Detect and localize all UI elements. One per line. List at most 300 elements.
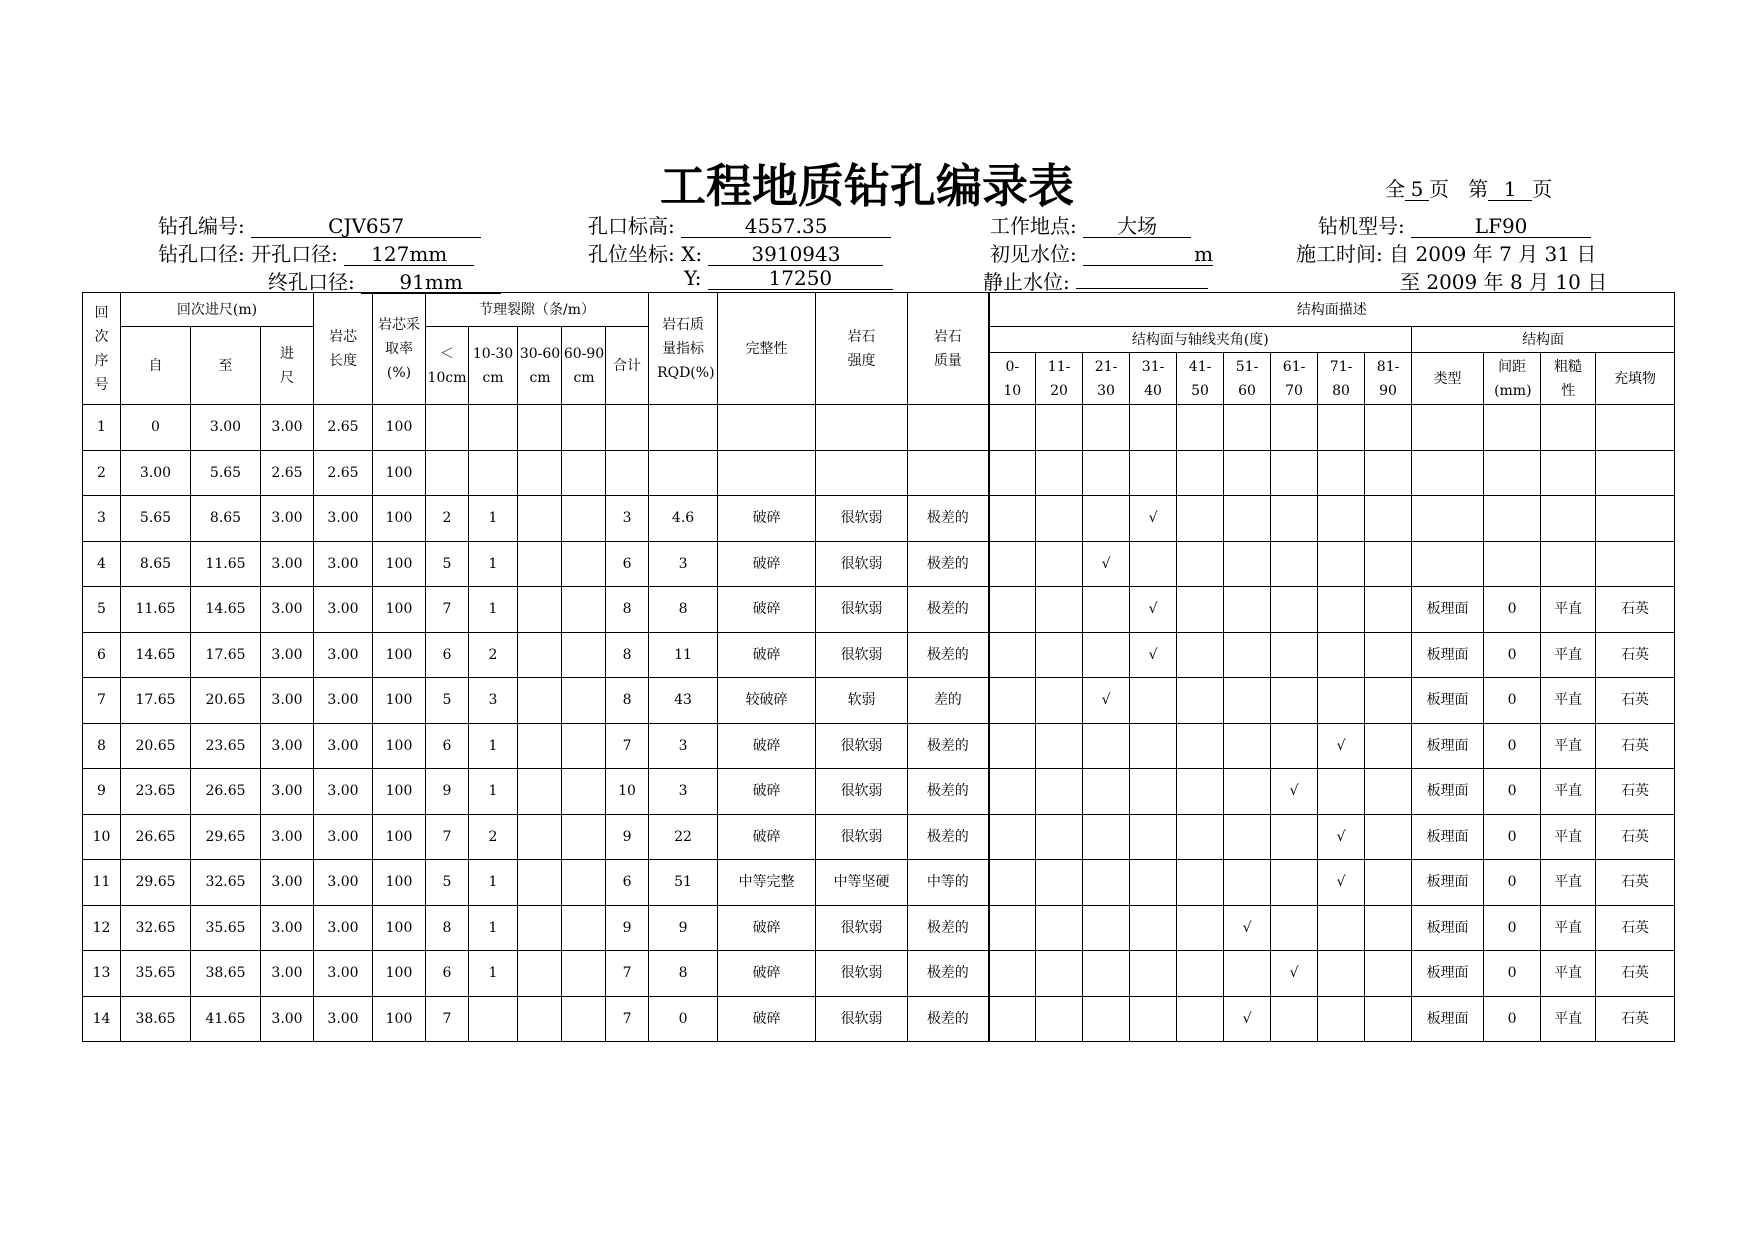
cell-angle-71-80: [1318, 905, 1365, 951]
table-row: [83, 450, 1675, 496]
cell-angle-61-70: [1271, 905, 1318, 951]
cell-to: 11.65: [191, 541, 261, 587]
cell-rqd: 8: [649, 951, 718, 997]
col-surface-spacing: 间距(mm): [1484, 353, 1541, 405]
cell-run-no: 6: [83, 632, 121, 678]
cell-rqd: 3: [649, 769, 718, 815]
col-advance: 进尺: [261, 327, 314, 405]
check-mark: √: [1242, 1010, 1252, 1027]
cell-angle-21-30: [1083, 678, 1130, 724]
cell-angle-81-90: [1365, 951, 1412, 997]
cell-j-total: 7: [606, 723, 649, 769]
cell-strength: 很软弱: [816, 814, 908, 860]
cell-to: 20.65: [191, 678, 261, 724]
cell-j-10-30: 1: [469, 951, 518, 997]
cell-to: 8.65: [191, 496, 261, 542]
cell-j-30-60: [518, 678, 562, 724]
cell-j-10-30: 1: [469, 905, 518, 951]
cell-j-10-30: 2: [469, 814, 518, 860]
cell-quality: 极差的: [908, 769, 989, 815]
cell-rqd: 51: [649, 860, 718, 906]
cell-angle-81-90: [1365, 587, 1412, 633]
cell-surface-fill: 石英: [1596, 905, 1675, 951]
coord-x-value: 3910943: [708, 243, 883, 266]
cell-angle-71-80: [1318, 405, 1365, 451]
cell-surface-rough: 平直: [1541, 996, 1596, 1042]
cell-j-10-30: 1: [469, 587, 518, 633]
cell-angle-51-60: [1224, 541, 1271, 587]
cell-from: 5.65: [121, 496, 191, 542]
cell-angle-31-40: [1130, 769, 1177, 815]
cell-surface-rough: 平直: [1541, 769, 1596, 815]
cell-surface-spacing: 0: [1484, 996, 1541, 1042]
check-mark: √: [1148, 510, 1158, 527]
cell-angle-31-40: [1130, 951, 1177, 997]
col-core-length: 岩芯长度: [314, 293, 373, 405]
cell-angle-0-10: [989, 496, 1036, 542]
cell-surface-spacing: 0: [1484, 814, 1541, 860]
cell-strength: 很软弱: [816, 587, 908, 633]
cell-angle-11-20: [1036, 951, 1083, 997]
cell-surface-rough: 平直: [1541, 678, 1596, 724]
cell-angle-61-70: [1271, 814, 1318, 860]
cell-angle-21-30: [1083, 405, 1130, 451]
cell-strength: 很软弱: [816, 723, 908, 769]
col-angle-41-50: 41-50: [1177, 353, 1224, 405]
cell-surface-spacing: 0: [1484, 587, 1541, 633]
col-angle-51-60: 51-60: [1224, 353, 1271, 405]
cell-surface-rough: 平直: [1541, 860, 1596, 906]
time-label: 施工时间:: [1296, 242, 1383, 266]
cell-to: 26.65: [191, 769, 261, 815]
cell-from: 26.65: [121, 814, 191, 860]
cell-j-lt10: 5: [426, 678, 469, 724]
cell-j-lt10: 6: [426, 723, 469, 769]
cell-integrity: 破碎: [718, 496, 816, 542]
cell-core-length: 3.00: [314, 814, 373, 860]
cell-angle-21-30: [1083, 632, 1130, 678]
cell-j-30-60: [518, 951, 562, 997]
cell-angle-31-40: [1130, 860, 1177, 906]
cell-rqd: 0: [649, 996, 718, 1042]
cell-surface-fill: 石英: [1596, 951, 1675, 997]
check-mark: √: [1101, 692, 1111, 709]
cell-j-60-90: [562, 905, 606, 951]
cell-surface-rough: [1541, 450, 1596, 496]
cell-angle-31-40: [1130, 678, 1177, 724]
col-joints: 节理裂隙（条/m）: [426, 293, 649, 327]
cell-surface-type: 板理面: [1412, 905, 1484, 951]
col-integrity: 完整性: [718, 293, 816, 405]
static-water-label: 静止水位:: [983, 270, 1070, 294]
cell-surface-spacing: [1484, 405, 1541, 451]
cell-j-30-60: [518, 860, 562, 906]
cell-quality: 极差的: [908, 951, 989, 997]
cell-surface-spacing: 0: [1484, 678, 1541, 724]
cell-to: 3.00: [191, 405, 261, 451]
cell-angle-71-80: [1318, 723, 1365, 769]
cell-run-no: 14: [83, 996, 121, 1042]
cell-j-30-60: [518, 996, 562, 1042]
cell-j-60-90: [562, 541, 606, 587]
cell-angle-51-60: [1224, 632, 1271, 678]
cell-core-length: 3.00: [314, 860, 373, 906]
cell-angle-41-50: [1177, 814, 1224, 860]
cell-j-60-90: [562, 860, 606, 906]
cell-angle-81-90: [1365, 769, 1412, 815]
cell-angle-51-60: [1224, 450, 1271, 496]
cell-strength: 很软弱: [816, 769, 908, 815]
cell-to: 41.65: [191, 996, 261, 1042]
cell-angle-71-80: [1318, 678, 1365, 724]
cell-angle-31-40: [1130, 405, 1177, 451]
cell-j-10-30: 1: [469, 496, 518, 542]
cell-angle-51-60: [1224, 951, 1271, 997]
cell-angle-61-70: [1271, 632, 1318, 678]
cell-core-rate: 100: [373, 723, 426, 769]
cell-angle-81-90: [1365, 541, 1412, 587]
cell-angle-71-80: [1318, 632, 1365, 678]
rig-label: 钻机型号:: [1318, 214, 1405, 238]
cell-angle-31-40: [1130, 723, 1177, 769]
cell-j-30-60: [518, 496, 562, 542]
cell-rqd: [649, 405, 718, 451]
cell-quality: 极差的: [908, 723, 989, 769]
cell-angle-0-10: [989, 723, 1036, 769]
cell-advance: 3.00: [261, 814, 314, 860]
cell-surface-rough: 平直: [1541, 587, 1596, 633]
cell-angle-41-50: [1177, 496, 1224, 542]
cell-quality: 极差的: [908, 587, 989, 633]
table-row: [83, 496, 1675, 542]
cell-rqd: [649, 450, 718, 496]
cell-integrity: 破碎: [718, 541, 816, 587]
cell-core-rate: 100: [373, 860, 426, 906]
cell-quality: 极差的: [908, 632, 989, 678]
cell-run-no: 8: [83, 723, 121, 769]
cell-surface-type: [1412, 496, 1484, 542]
cell-angle-51-60: [1224, 587, 1271, 633]
cell-angle-21-30: [1083, 450, 1130, 496]
table-row: [83, 723, 1675, 769]
cell-core-rate: 100: [373, 587, 426, 633]
cell-advance: 3.00: [261, 996, 314, 1042]
construction-time-field: [1296, 238, 1596, 267]
coord-x-label: X:: [681, 242, 703, 266]
cell-j-10-30: 1: [469, 769, 518, 815]
cell-j-10-30: [469, 405, 518, 451]
cell-core-rate: 100: [373, 405, 426, 451]
cell-angle-11-20: [1036, 769, 1083, 815]
cell-to: 14.65: [191, 587, 261, 633]
page-current: 1: [1488, 178, 1532, 201]
cell-core-rate: 100: [373, 541, 426, 587]
check-mark: √: [1289, 783, 1299, 800]
cell-core-rate: 100: [373, 450, 426, 496]
cell-j-60-90: [562, 678, 606, 724]
cell-surface-type: 板理面: [1412, 678, 1484, 724]
cell-angle-71-80: [1318, 814, 1365, 860]
cell-surface-type: 板理面: [1412, 632, 1484, 678]
cell-j-lt10: [426, 450, 469, 496]
cell-j-10-30: 2: [469, 632, 518, 678]
cell-angle-0-10: [989, 678, 1036, 724]
cell-core-length: 3.00: [314, 496, 373, 542]
col-core-rate: 岩芯采取率(%): [373, 293, 426, 405]
header-row-1: [83, 293, 1675, 327]
cell-j-10-30: 1: [469, 541, 518, 587]
cell-angle-0-10: [989, 814, 1036, 860]
cell-from: 35.65: [121, 951, 191, 997]
cell-angle-11-20: [1036, 450, 1083, 496]
cell-integrity: 破碎: [718, 814, 816, 860]
cell-angle-51-60: [1224, 405, 1271, 451]
cell-integrity: 破碎: [718, 951, 816, 997]
cell-strength: 中等坚硬: [816, 860, 908, 906]
cell-integrity: 破碎: [718, 769, 816, 815]
cell-surface-spacing: [1484, 450, 1541, 496]
cell-surface-spacing: 0: [1484, 723, 1541, 769]
cell-angle-0-10: [989, 587, 1036, 633]
cell-j-lt10: 2: [426, 496, 469, 542]
cell-integrity: 中等完整: [718, 860, 816, 906]
coord-y-label: Y:: [684, 266, 702, 290]
cell-core-length: 2.65: [314, 450, 373, 496]
cell-angle-21-30: [1083, 723, 1130, 769]
cell-angle-21-30: [1083, 996, 1130, 1042]
cell-angle-61-70: [1271, 723, 1318, 769]
cell-run-no: 4: [83, 541, 121, 587]
cell-angle-41-50: [1177, 723, 1224, 769]
cell-core-length: 3.00: [314, 587, 373, 633]
cell-angle-31-40: [1130, 996, 1177, 1042]
page-total: 5: [1405, 178, 1429, 201]
cell-angle-51-60: [1224, 814, 1271, 860]
cell-integrity: 破碎: [718, 632, 816, 678]
col-rqd: 岩石质量指标RQD(%): [649, 293, 718, 405]
cell-from: 11.65: [121, 587, 191, 633]
cell-core-rate: 100: [373, 814, 426, 860]
cell-core-rate: 100: [373, 951, 426, 997]
table-row: [83, 405, 1675, 451]
cell-quality: 中等的: [908, 860, 989, 906]
cell-angle-11-20: [1036, 496, 1083, 542]
col-angle-31-40: 31-40: [1130, 353, 1177, 405]
cell-surface-spacing: 0: [1484, 951, 1541, 997]
cell-rqd: 22: [649, 814, 718, 860]
check-mark: √: [1289, 965, 1299, 982]
cell-run-no: 2: [83, 450, 121, 496]
site-field: [990, 210, 1191, 239]
cell-j-30-60: [518, 905, 562, 951]
cell-run-no: 12: [83, 905, 121, 951]
cell-j-lt10: 5: [426, 541, 469, 587]
cell-integrity: 较破碎: [718, 678, 816, 724]
cell-j-60-90: [562, 723, 606, 769]
cell-integrity: 破碎: [718, 905, 816, 951]
cell-angle-41-50: [1177, 405, 1224, 451]
cell-surface-fill: [1596, 450, 1675, 496]
cell-j-30-60: [518, 587, 562, 633]
cell-surface-type: 板理面: [1412, 996, 1484, 1042]
cell-quality: 极差的: [908, 905, 989, 951]
col-run-depth: 回次进尺(m): [121, 293, 314, 327]
cell-surface-rough: [1541, 496, 1596, 542]
cell-advance: 3.00: [261, 541, 314, 587]
cell-core-length: 3.00: [314, 905, 373, 951]
cell-j-lt10: 7: [426, 996, 469, 1042]
cell-core-rate: 100: [373, 678, 426, 724]
cell-core-rate: 100: [373, 996, 426, 1042]
cell-angle-31-40: [1130, 496, 1177, 542]
cell-angle-11-20: [1036, 587, 1083, 633]
col-j-total: 合计: [606, 327, 649, 405]
cell-j-total: 8: [606, 632, 649, 678]
cell-angle-21-30: [1083, 769, 1130, 815]
time-to: 至 2009 年 8 月 10 日: [1400, 270, 1608, 294]
cell-from: 14.65: [121, 632, 191, 678]
col-j-60-90: 60-90 cm: [562, 327, 606, 405]
cell-angle-31-40: [1130, 541, 1177, 587]
cell-core-length: 3.00: [314, 996, 373, 1042]
cell-angle-51-60: [1224, 496, 1271, 542]
cell-advance: 3.00: [261, 905, 314, 951]
cell-angle-71-80: [1318, 496, 1365, 542]
col-surface-type: 类型: [1412, 353, 1484, 405]
cell-j-lt10: 7: [426, 587, 469, 633]
cell-angle-61-70: [1271, 951, 1318, 997]
cell-surface-spacing: 0: [1484, 860, 1541, 906]
cell-from: 29.65: [121, 860, 191, 906]
cell-surface-type: [1412, 541, 1484, 587]
cell-angle-61-70: [1271, 996, 1318, 1042]
col-strength: 岩石强度: [816, 293, 908, 405]
drilling-log-table: [82, 292, 1675, 1042]
cell-angle-81-90: [1365, 632, 1412, 678]
cell-advance: 3.00: [261, 405, 314, 451]
table-row: [83, 905, 1675, 951]
cell-j-60-90: [562, 496, 606, 542]
cell-to: 23.65: [191, 723, 261, 769]
cell-quality: 极差的: [908, 541, 989, 587]
cell-from: 3.00: [121, 450, 191, 496]
cell-angle-0-10: [989, 860, 1036, 906]
cell-angle-21-30: [1083, 496, 1130, 542]
cell-j-lt10: 8: [426, 905, 469, 951]
cell-surface-fill: 石英: [1596, 587, 1675, 633]
cell-angle-41-50: [1177, 951, 1224, 997]
cell-angle-11-20: [1036, 541, 1083, 587]
col-j-10-30: 10-30 cm: [469, 327, 518, 405]
cell-surface-type: 板理面: [1412, 769, 1484, 815]
cell-core-length: 3.00: [314, 769, 373, 815]
cell-angle-41-50: [1177, 632, 1224, 678]
cell-j-lt10: 6: [426, 951, 469, 997]
cell-angle-41-50: [1177, 587, 1224, 633]
cell-j-30-60: [518, 541, 562, 587]
cell-surface-fill: 石英: [1596, 769, 1675, 815]
table-body: [83, 293, 1675, 1042]
cell-j-10-30: [469, 996, 518, 1042]
table-row: [83, 632, 1675, 678]
cell-angle-71-80: [1318, 541, 1365, 587]
cell-surface-fill: 石英: [1596, 632, 1675, 678]
cell-angle-11-20: [1036, 996, 1083, 1042]
page-counter: [1385, 173, 1552, 202]
cell-j-10-30: 1: [469, 723, 518, 769]
col-angle-81-90: 81-90: [1365, 353, 1412, 405]
col-angle-0-10: 0-10: [989, 353, 1036, 405]
cell-strength: 很软弱: [816, 632, 908, 678]
cell-core-length: 2.65: [314, 405, 373, 451]
cell-to: 32.65: [191, 860, 261, 906]
time-from: 自 2009 年 7 月 31 日: [1389, 242, 1597, 266]
check-mark: √: [1242, 919, 1252, 936]
page-current-unit: 页: [1532, 177, 1553, 201]
table-row: [83, 678, 1675, 724]
cell-surface-rough: 平直: [1541, 951, 1596, 997]
col-angle-61-70: 61-70: [1271, 353, 1318, 405]
cell-to: 38.65: [191, 951, 261, 997]
table-row: [83, 587, 1675, 633]
cell-surface-fill: 石英: [1596, 996, 1675, 1042]
cell-angle-81-90: [1365, 405, 1412, 451]
cell-surface-type: [1412, 450, 1484, 496]
cell-surface-fill: [1596, 405, 1675, 451]
cell-surface-spacing: 0: [1484, 632, 1541, 678]
table-row: [83, 951, 1675, 997]
col-surface-group: 结构面: [1412, 327, 1675, 353]
cell-to: 29.65: [191, 814, 261, 860]
end-diameter-field: [268, 266, 501, 295]
cell-j-total: 8: [606, 678, 649, 724]
open-dia-label: 开孔口径:: [251, 242, 338, 266]
cell-angle-21-30: [1083, 905, 1130, 951]
cell-angle-51-60: [1224, 860, 1271, 906]
cell-angle-11-20: [1036, 814, 1083, 860]
cell-quality: 差的: [908, 678, 989, 724]
cell-j-30-60: [518, 814, 562, 860]
cell-angle-51-60: [1224, 769, 1271, 815]
cell-angle-71-80: [1318, 450, 1365, 496]
cell-from: 0: [121, 405, 191, 451]
col-j-30-60: 30-60 cm: [518, 327, 562, 405]
cell-angle-61-70: [1271, 860, 1318, 906]
cell-angle-71-80: [1318, 951, 1365, 997]
cell-angle-11-20: [1036, 632, 1083, 678]
cell-angle-61-70: [1271, 450, 1318, 496]
cell-j-60-90: [562, 951, 606, 997]
cell-angle-71-80: [1318, 587, 1365, 633]
cell-j-total: 6: [606, 860, 649, 906]
site-label: 工作地点:: [990, 214, 1077, 238]
cell-j-30-60: [518, 405, 562, 451]
cell-advance: 3.00: [261, 769, 314, 815]
col-angle-71-80: 71-80: [1318, 353, 1365, 405]
cell-run-no: 1: [83, 405, 121, 451]
cell-j-30-60: [518, 632, 562, 678]
cell-from: 23.65: [121, 769, 191, 815]
cell-advance: 3.00: [261, 587, 314, 633]
cell-j-lt10: 5: [426, 860, 469, 906]
cell-integrity: [718, 405, 816, 451]
cell-angle-0-10: [989, 769, 1036, 815]
cell-j-30-60: [518, 769, 562, 815]
cell-angle-21-30: [1083, 951, 1130, 997]
cell-j-60-90: [562, 405, 606, 451]
check-mark: √: [1148, 646, 1158, 663]
cell-rqd: 43: [649, 678, 718, 724]
